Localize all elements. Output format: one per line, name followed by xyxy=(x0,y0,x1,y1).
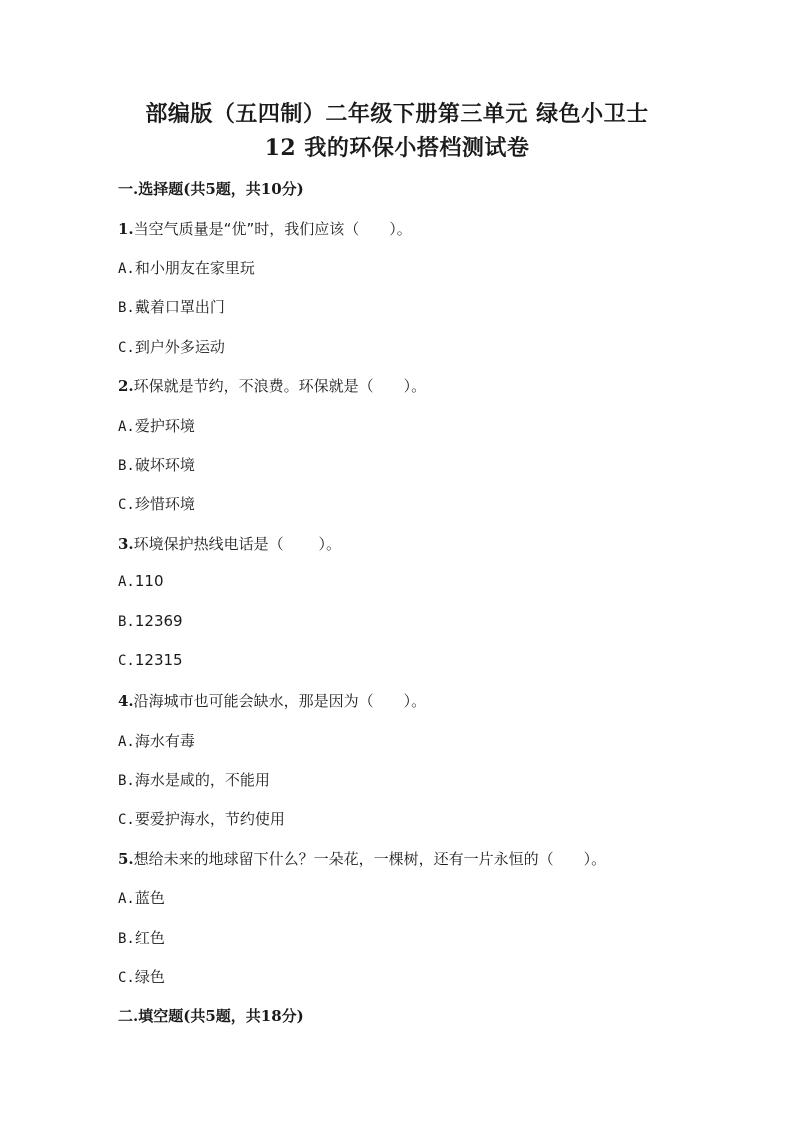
option-1c xyxy=(118,336,225,357)
option-2b xyxy=(118,454,195,475)
question-text: 环境保护热线电话是（ ）。 xyxy=(133,535,341,553)
question-5 xyxy=(118,848,606,869)
question-number: 5. xyxy=(118,850,134,868)
question-number: 2. xyxy=(118,377,134,395)
option-3a xyxy=(118,572,164,590)
option-letter: C. xyxy=(118,812,135,828)
option-text: 珍惜环境 xyxy=(134,495,195,513)
question-number: 1. xyxy=(118,220,134,238)
option-2a xyxy=(118,415,195,436)
option-letter: C. xyxy=(118,970,135,986)
option-letter: C. xyxy=(118,497,135,513)
option-letter: A. xyxy=(118,891,135,907)
option-text: 红色 xyxy=(134,929,165,947)
option-1a xyxy=(118,257,255,278)
option-letter: B. xyxy=(118,614,135,630)
question-1 xyxy=(118,218,412,239)
question-text: 沿海城市也可能会缺水，那是因为（ ）。 xyxy=(133,692,427,710)
option-text: 要爱护海水，节约使用 xyxy=(134,810,285,828)
exam-title-line2: 12 我的环保小搭档测试卷 xyxy=(264,135,530,161)
question-number: 4. xyxy=(118,692,134,710)
option-letter: B. xyxy=(118,773,135,789)
question-text: 当空气质量是“优”时，我们应该（ ）。 xyxy=(133,220,412,238)
question-number: 3. xyxy=(118,535,134,553)
option-4c xyxy=(118,808,285,829)
question-text: 环保就是节约，不浪费。环保就是（ ）。 xyxy=(133,377,427,395)
option-text: 爱护环境 xyxy=(134,417,195,435)
option-text: 绿色 xyxy=(134,968,165,986)
option-letter: B. xyxy=(118,458,135,474)
option-letter: C. xyxy=(118,340,135,356)
question-4 xyxy=(118,690,426,711)
option-letter: A. xyxy=(118,261,135,277)
option-text: 到户外多运动 xyxy=(134,338,225,356)
option-letter: B. xyxy=(118,931,135,947)
option-2c xyxy=(118,493,195,514)
option-text: 110 xyxy=(134,572,164,590)
option-5c xyxy=(118,966,165,987)
option-3c xyxy=(118,651,183,669)
option-letter: A. xyxy=(118,734,135,750)
question-text: 想给未来的地球留下什么？一朵花，一棵树，还有一片永恒的（ ）。 xyxy=(133,850,607,868)
option-5a xyxy=(118,887,165,908)
option-text: 海水是咸的，不能用 xyxy=(134,771,270,789)
option-4a xyxy=(118,730,195,751)
section-heading-choice: 一.选择题(共5题，共10分) xyxy=(118,180,304,198)
option-4b xyxy=(118,769,270,790)
option-text: 破坏环境 xyxy=(134,456,195,474)
option-text: 海水有毒 xyxy=(134,732,195,750)
option-text: 12369 xyxy=(134,612,183,630)
option-5b xyxy=(118,927,165,948)
exam-title-line1: 部编版（五四制）二年级下册第三单元 绿色小卫士 xyxy=(145,101,649,127)
option-3b xyxy=(118,612,183,630)
section-heading-fill-blank: 二.填空题(共5题，共18分) xyxy=(118,1007,304,1025)
option-letter: B. xyxy=(118,300,135,316)
option-letter: C. xyxy=(118,653,135,669)
option-text: 和小朋友在家里玩 xyxy=(134,259,255,277)
option-text: 12315 xyxy=(134,651,183,669)
option-letter: A. xyxy=(118,574,135,590)
option-letter: A. xyxy=(118,419,135,435)
option-1b xyxy=(118,296,225,317)
option-text: 蓝色 xyxy=(134,889,165,907)
option-text: 戴着口罩出门 xyxy=(134,298,225,316)
question-2 xyxy=(118,375,426,396)
question-3 xyxy=(118,533,341,554)
